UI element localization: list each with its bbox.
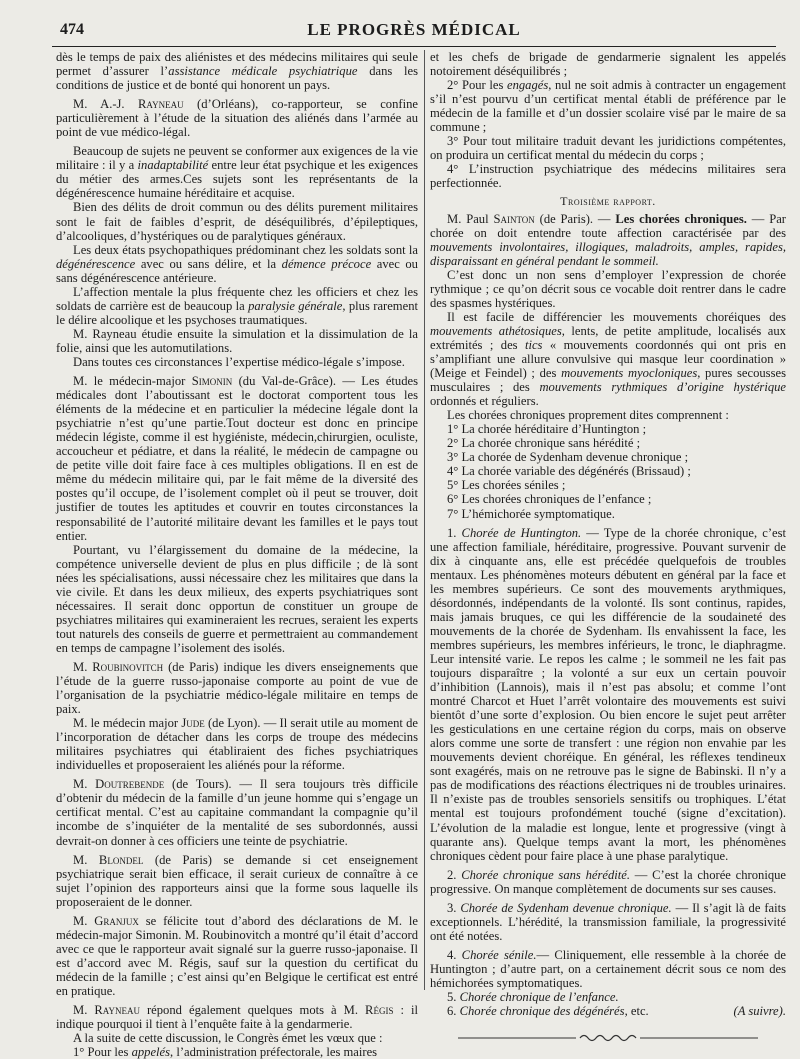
- paragraph: 4. Chorée sénile.— Cliniquement, elle ressemble à la chorée de Huntington ; d’autre part, on a certainement décrit sous ce nom des hémichorées symptomatiques.: [430, 947, 787, 990]
- paragraph: M. Doutrebende (de Tours). — Il sera toujours très difficile d’obtenir du médecin de la famille d’un jeune homme qui s’engage un certificat mental. C’est au capitaine commandant la compagnie qu’il incombe de s’inquiéter de la mentalité de ses subordonnés, aussi devrait-on donner à ces officiers une teinte de psychiatrie.: [56, 777, 418, 848]
- section-heading: Troisième rapport.: [560, 194, 656, 209]
- paragraph: Pourtant, vu l’élargissement du domaine de la médecine, la compétence universelle devient de plus en plus difficile ; de là sont nées les spécialisations, aussi nécessaire chez les militaires que dans la vie civile. Et dans les deux milieux, des experts psychiatriques sont nécessaires. Il serait donc opportun de constituer un groupe de psychiatres militaires qui examineraient les recrues, seraient les experts tout naturels des conseils de guerre et permettraient au commandement en temps de campagne l’isolement des isolés.: [56, 542, 418, 655]
- paragraph: 5. Chorée chronique de l’enfance.: [447, 990, 619, 1005]
- paragraph: Bien des délits de droit commun ou des délits purement militaires sont le fait de faibles d’esprit, de déséquilibrés, d’épileptiques, d’alcooliques, d’hystériques ou de paralytiques généraux.: [56, 200, 418, 243]
- page-header: [52, 16, 776, 47]
- paragraph: M. Paul Sainton (de Paris). — Les chorées chroniques. — Par chorée on doit entendre toute affection caractérisée par des mouvements involontaires, illogiques, maladroits, amples, rapides, disparaissant en général pendant le sommeil.: [430, 211, 786, 268]
- chorea-list: [430, 422, 786, 520]
- paragraph: M. A.-J. Rayneau (d’Orléans), co-rapporteur, se confine particulièrement à l’étude de la situation des aliénés dans l’armée au point de vue médico-légal.: [56, 97, 418, 140]
- list-item: 7° L’hémichorée symptomatique.: [447, 506, 615, 521]
- paragraph: Beaucoup de sujets ne peuvent se conformer aux exigences de la vie militaire : il y a inadaptabilité entre leur état psychique et les exigences du métier des armes.Ces sujets sont les représentants de la dégénérescence humaine héréditaire et acquise.: [56, 144, 418, 201]
- paragraph: 1° Pour les appelés, l’administration préfectorale, les maires: [73, 1045, 378, 1059]
- paragraph: Dans toutes ces circonstances l’expertise médico-légale s’impose.: [73, 354, 405, 369]
- paragraph: 3. Chorée de Sydenham devenue chronique. — Il s’agit là de faits exceptionnels. L’hérédité, la transmission familiale, la progressivité ont été notées.: [430, 900, 787, 943]
- list-item: 4° La chorée variable des dégénérés (Brissaud) ;: [447, 464, 691, 479]
- paragraph: et les chefs de brigade de gendarmerie signalent les appelés notoirement déséquilibrés ;: [430, 50, 786, 79]
- right-column: [430, 50, 786, 1038]
- paragraph: M. Blondel (de Paris) se demande si cet enseignement psychiatrique serait bien efficace, il serait curieux de connaître à ce sujet l’opinion des rapporteurs ainsi que la forme sous laquelle ils proposeraient de le donner.: [56, 852, 418, 909]
- list-item: 5° Les chorées séniles ;: [447, 478, 566, 493]
- left-column: [56, 50, 419, 1059]
- paragraph: 1. Chorée de Huntington. — Type de la chorée chronique, c’est une affection familiale, héréditaire, progressive. Pouvant survenir de dix à cinquante ans, elle est précédée quelquefois de troubles mentaux. Les phénomènes moteurs débutent en général par la face et les membres supérieurs. Ce sont des mouvements arythmiques, désordonnés, indépendants de la volonté. Ils sont continus, rapides, mais jamais bruques, ce qui les différencie de la soudaineté des mouvements de la chorée de Sydenham. Ils envahissent la face, les membres supérieurs, les membres inférieurs, le tronc, le diaphragme. Leur intensité varie. Le repos les calme ; le sommeil ne les fait pas toujours disparaître ; la volonté a sur eux un certain pouvoir d’inhibition (Lannois), mais il n’est pas absolu; et comme l’ont montré Charcot et Huet l’arrêt volontaire des mouvements est suivi bientôt d’une sorte d’explosion. Ou bien encore le sujet peut arrêter les gesticulations en une certaine région du corps, mais on observe alors comme une sorte de transfert : une région non envahie par les mouvements devient choréique. En général, les réflexes tendineux sont exagérés, mais on ne retrouve pas le signe de Babinski. Il n’y a pas de modifications des réactions électriques ni de troubles urinaires. Il n’existe pas de troubles sensoriels sensitifs ou trophiques. L’état mental est toujours profondément touché (signe d’excitation). L’évolution de la maladie est longue, lente et progressive (vingt à quarante ans). Quelque temps avant la mort, les phénomènes chroniques cèdent pour faire place à une phase paralytique.: [430, 525, 787, 863]
- paragraph: C’est donc un non sens d’employer l’expression de chorée rythmique ; ce qu’on décrit sous ce vocable doit rentrer dans le cadre des spasmes hystériques.: [430, 267, 786, 310]
- paragraph: M. le médecin major Jude (de Lyon). — Il serait utile au moment de l’incorporation de détacher dans les corps de troupe des médecins militaires psychiatres qui établiraient des fiches psychiatriques individuelles et proposeraient les aliénés pour la réforme.: [56, 716, 419, 773]
- paragraph: M. Rayneau répond également quelques mots à M. Régis : il indique pourquoi il tient à l’enquête faite à la gendarmerie.: [56, 1003, 419, 1032]
- paragraph: A la suite de cette discussion, le Congrès émet les vœux que :: [73, 1031, 383, 1046]
- paragraph: 4° L’instruction psychiatrique des médecins militaires sera perfectionnée.: [430, 162, 786, 191]
- end-ornament: [430, 1032, 786, 1044]
- journal-title: LE PROGRÈS MÉDICAL: [307, 20, 521, 39]
- list-item: 2° La chorée chronique sans hérédité ;: [447, 436, 641, 451]
- paragraph: Les deux états psychopathiques prédominant chez les soldats sont la dégénérescence avec ou sans délire, et la démence précoce avec ou sans dégénérescence antérieure.: [56, 242, 418, 285]
- paragraph: L’affection mentale la plus fréquente chez les officiers et chez les soldats de carrière est de beaucoup la paralysie générale, plus rarement le délire alcoolique et les psychoses traumatiques.: [56, 284, 418, 327]
- paragraph: M. Granjux se félicite tout d’abord des déclarations de M. le médecin-major Simonin. M. Roubinovitch a montré qu’il était d’accord avec ce que le rapporteur avait signalé sur la guerre russo-japonaise. Il est d’accord avec M. Régis, sauf sur la question du certificat du médecin de la famille ; c’est ainsi qu’en Belgique le certificat est entré en pratique.: [56, 913, 418, 998]
- paragraph: dès le temps de paix des aliénistes et des médecins militaires qui seule permet d’assurer l’assistance médicale psychiatrique dans les conditions de justice et de bonté qui honorent un pays.: [56, 50, 418, 93]
- list-item: 3° La chorée de Sydenham devenue chronique ;: [447, 450, 689, 465]
- paragraph: Les chorées chroniques proprement dites comprennent :: [447, 408, 729, 423]
- paragraph: Il est facile de différencier les mouvements choréiques des mouvements athétosiques, lents, de petite amplitude, localisés aux extrémités ; des tics « mouvements coordonnés qui ont pris en s’amplifiant une allure convulsive qui masque leur coordination » (Meige et Feindel) ; des mouvements myocloniques, pures secousses musculaires ; des mouvements rythmiques d’origine hystérique ordonnés et réguliers.: [430, 309, 786, 409]
- paragraph: M. Rayneau étudie ensuite la simulation et la dissimulation de la folie, ainsi que les automutilations.: [56, 326, 418, 355]
- paragraph: M. Roubinovitch (de Paris) indique les divers enseignements que l’étude de la guerre russo-japonaise comporte au point de vue de l’organisation de la psychiatrie médico-légale militaire en temps de paix.: [56, 659, 418, 717]
- paragraph: 6. Chorée chronique des dégénérés, etc. (A suivre).: [447, 1004, 786, 1019]
- paragraph: 2. Chorée chronique sans hérédité. — C’est la chorée chronique progressive. On manque complètement de documents sur ses causes.: [430, 867, 787, 896]
- page-number: 474: [60, 21, 84, 38]
- paragraph: M. le médecin-major Simonin (du Val-de-Grâce). — Les études médicales dont l’aboutissant est le doctorat comportent tous les éléments de la médecine et en particulier la médecine légale dont la psychiatrie n’est qu’une partie.Tout docteur est donc en principe médecin légiste, comme il est hygiéniste, médecin,chirurgien, oculiste, accoucheur et pédiatre, et dans la réalité, le médecin de campagne ou de petite ville doit faire face à ces multiples obligations. Il en est de même du médecin militaire qui, par le fait même de la diversité des postes qu’il occupe, de l’isolement complet où il peut se trouver, doit justifier de toutes les aptitudes et couvrir en toutes circonstances la responsabilité de l’autorité militaire devant les familles et le pays tout entier.: [56, 374, 418, 543]
- list-item: 1° La chorée héréditaire d’Huntington ;: [447, 422, 647, 437]
- list-item: 6° Les chorées chroniques de l’enfance ;: [447, 492, 652, 507]
- paragraph: 2° Pour les engagés, nul ne soit admis à contracter un engagement s’il n’est pourvu d’un certificat mental établi de préférence par le médecin de la famille et d’un dossier scolaire visé par le maire de sa commune ;: [430, 78, 786, 135]
- paragraph: 3° Pour tout militaire traduit devant les juridictions compétentes, on produira un certificat mental du médecin du corps ;: [430, 134, 786, 163]
- to-be-continued: (A suivre).: [733, 1004, 786, 1019]
- column-divider: [424, 50, 425, 990]
